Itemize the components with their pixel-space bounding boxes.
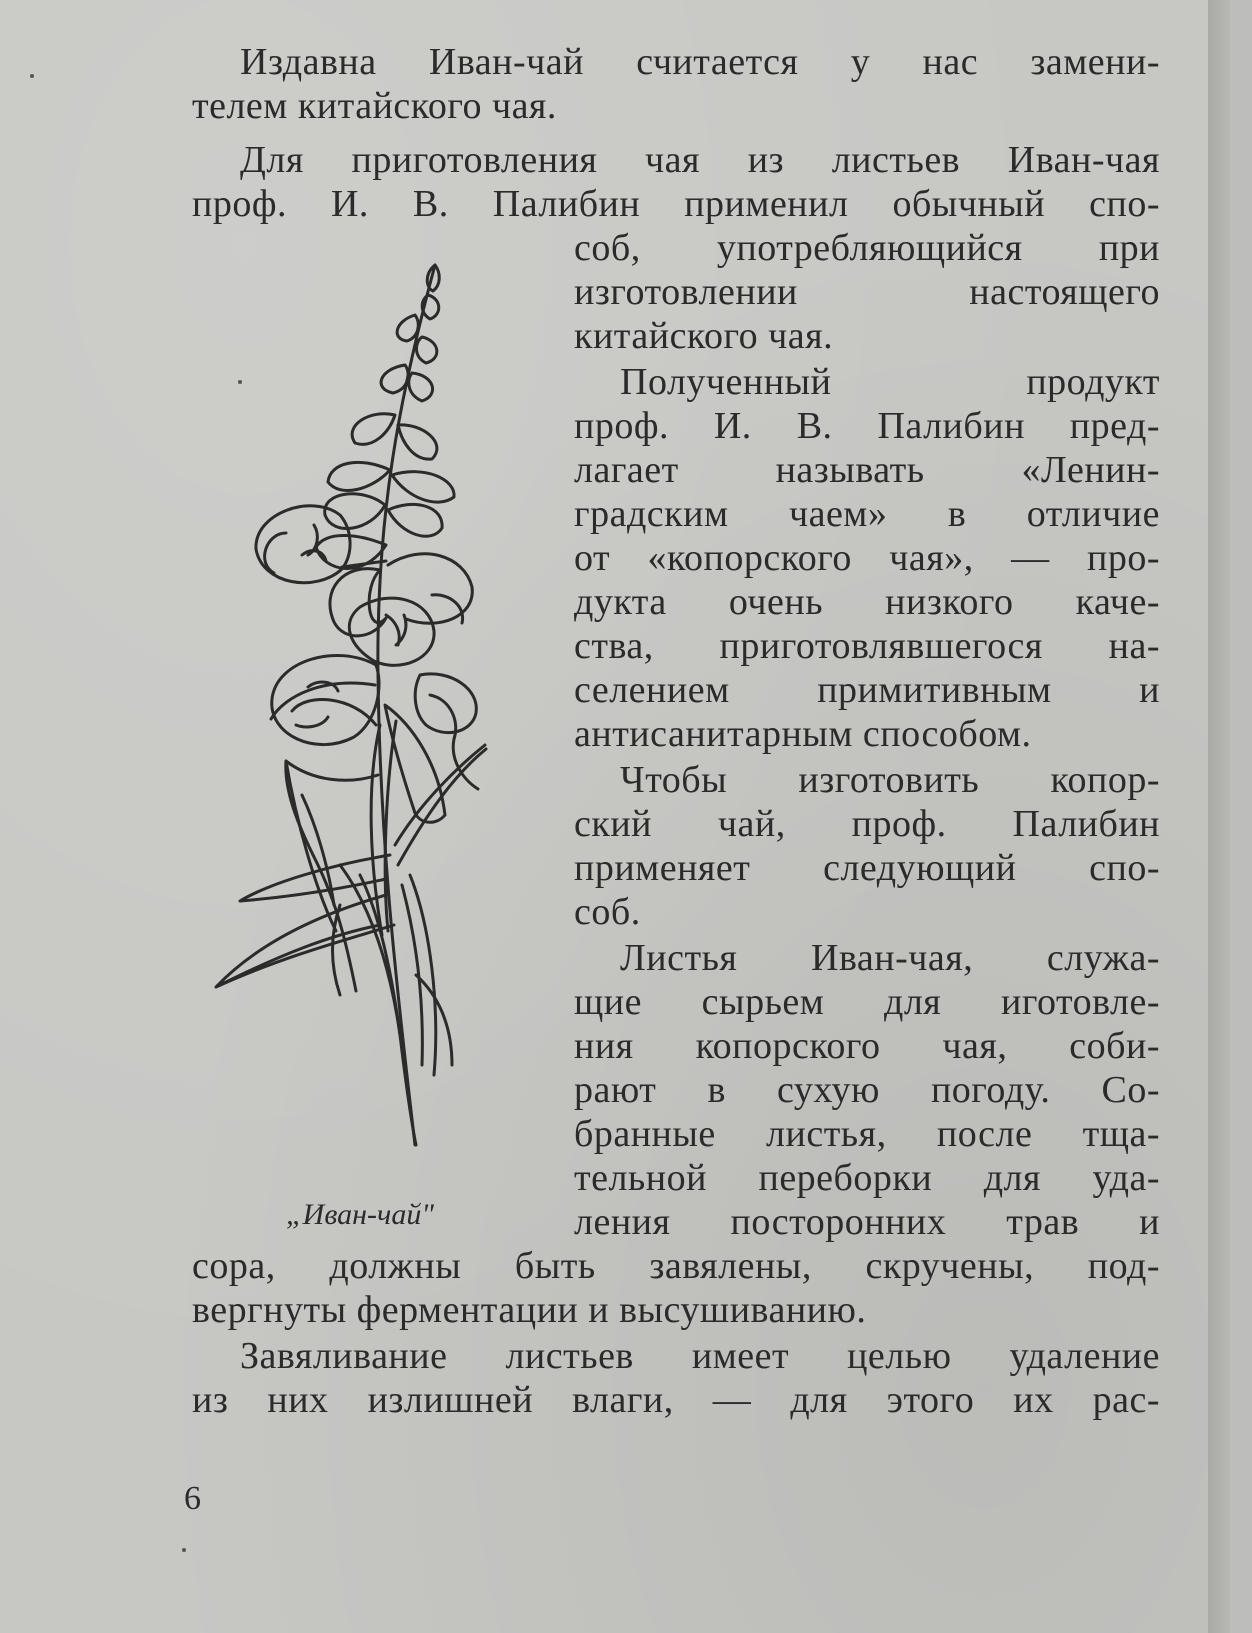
text-line-18: ский чай, проф. Палибин: [574, 803, 1160, 845]
text-line-20: соб.: [574, 891, 641, 933]
text-line-6: изготовлении настоящего: [574, 271, 1160, 313]
text-line-4: проф. И. В. Палибин применил обычный спо-: [192, 183, 1160, 225]
fireweed-illustration: [190, 255, 520, 1155]
text-line-21: Листья Иван-чая, служа-: [620, 937, 1160, 979]
text-line-31: из них излишней влаги, — для этого их рас-: [192, 1379, 1160, 1421]
page-edge: [1208, 0, 1230, 1633]
text-line-8: Полученный продукт: [620, 361, 1160, 403]
text-line-9: проф. И. В. Палибин пред-: [574, 405, 1160, 447]
text-line-14: ства, приготовлявшегося на-: [574, 625, 1160, 667]
text-line-22: щие сырьем для иготовле-: [574, 981, 1160, 1023]
text-line-26: тельной переборки для уда-: [574, 1157, 1160, 1199]
scan-speck: [30, 74, 34, 78]
scan-speck: [182, 1548, 186, 1552]
text-line-12: от «копорского чая», — про-: [574, 537, 1160, 579]
text-line-7: китайского чая.: [574, 315, 834, 357]
text-line-23: ния копорского чая, соби-: [574, 1025, 1160, 1067]
text-line-1: Издавна Иван-чай считается у нас замени-: [240, 41, 1160, 83]
text-line-25: бранные листья, после тща-: [574, 1113, 1160, 1155]
text-line-17: Чтобы изготовить копор-: [620, 759, 1160, 801]
text-line-2: телем китайского чая.: [192, 85, 557, 127]
text-line-11: градским чаем» в отличие: [574, 493, 1160, 535]
text-line-16: антисанитарным способом.: [574, 713, 1032, 755]
text-line-5: соб, употребляющийся при: [574, 227, 1160, 269]
text-line-30: Завяливание листьев имеет целью удаление: [240, 1335, 1160, 1377]
scan-speck: [238, 380, 242, 384]
text-line-29: вергнуты ферментации и высушиванию.: [192, 1289, 867, 1331]
text-line-19: применяет следующий спо-: [574, 847, 1160, 889]
text-line-3: Для приготовления чая из листьев Иван-чая: [240, 139, 1160, 181]
text-line-28: сора, должны быть завялены, скручены, под-: [192, 1245, 1160, 1287]
text-line-10: лагает называть «Ленин-: [574, 449, 1160, 491]
text-line-24: рают в сухую погоду. Со-: [574, 1069, 1160, 1111]
text-line-15: селением примитивным и: [574, 669, 1160, 711]
illustration-caption: „Иван-чай": [286, 1198, 434, 1231]
page-number: 6: [184, 1480, 201, 1517]
text-line-27: ления посторонних трав и: [574, 1201, 1160, 1243]
text-line-13: дукта очень низкого каче-: [574, 581, 1160, 623]
